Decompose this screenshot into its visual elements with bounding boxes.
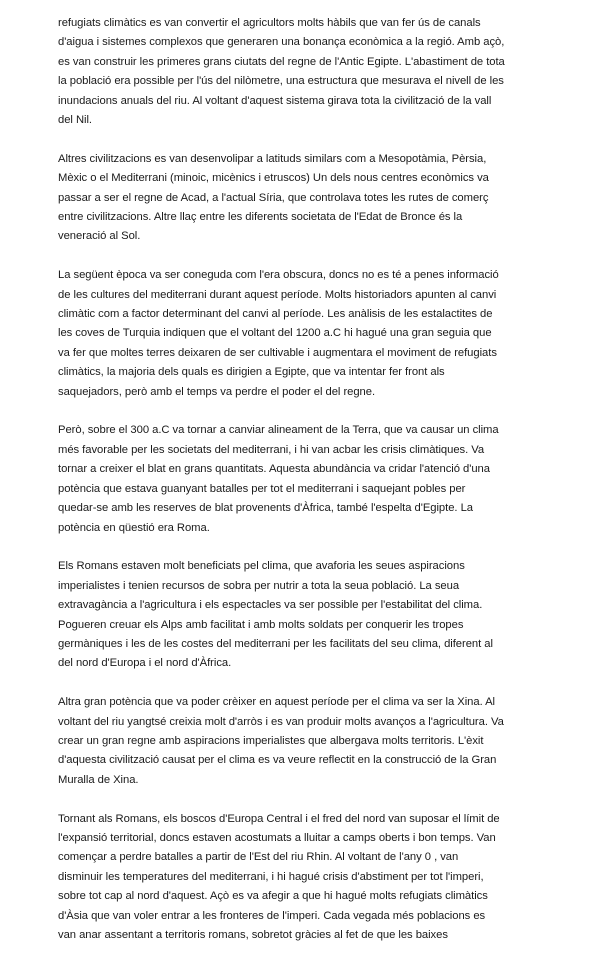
paragraph-dark-age: La següent època va ser coneguda com l'era obscura, doncs no es té a penes informació de les cultures del mediterrani durant aquest període. Molts historiadors apunten al canvi climàtic com a factor determinant del canvi al període. Les anàlisis de les estalactites de les coves de Turquia indiquen que el voltant del 1200 a.C hi hagué una gran seguia que va fer que moltes terres deixaren de ser cultivable i augmentara el moviment de refugiats climàtics, la majoria dels quals es dirigien a Egipte, que va intentar fer front als saquejadors, però amb el temps va perdre el poder el del regne. — [58, 269, 499, 398]
document-body — [58, 14, 553, 965]
paragraph-climate-change-300bc: Però, sobre el 300 a.C va tornar a canviar alineament de la Terra, que va causar un clima més favorable per les societats del mediterrani, i hi van acbar les crisis climàtiques. Va tornar a creixer el blat en grans quantitats. Aquesta abundància va cridar l'atenció d'una potència que estava guanyant batalles per tot el mediterrani i saquejant pobles per quedar-se amb les reserves de blat provenents d'Àfrica, també l'espelta d'Egipte. La potència en qüestió era Roma. — [58, 424, 499, 534]
paragraph-romans-climate: Els Romans estaven molt beneficiats pel clima, que avaforia les seues aspiracions imperialistes i tenien recursos de sobra per nutrir a tota la seua població. La seua extravagància a l'agricultura i els espectacles va ser possible per l'estabilitat del clima. Pogueren creuar els Alps amb facilitat i amb molts soldats per conquerir les tropes germàniques i les de les costes del mediterrani per les facilitats del seu clima, diferent al del nord d'Europa i el nord d'Àfrica. — [58, 560, 493, 670]
paragraph-other-civilizations: Altres civilitzacions es van desenvolipar a latituds similars com a Mesopotàmia, Pèrsia, Mèxic o el Mediterrani (minoic, micènics i etruscos) Un dels nous centres econòmics va passar a ser el regne de Acad, a l'actual Síria, que controlava totes les rutes de comerç entre civilitzacions. Altre llaç entre les diferents societata de l'Edat de Bronce és la veneració al Sol. — [58, 152, 489, 243]
paragraph-egypt-nile: refugiats climàtics es van convertir el agricultors molts hàbils que van fer ús de canals d'aigua i sistemes complexos que generaren una bonança econòmica a la regió. Amb açò, es van construir les primeres grans ciutats del regne de l'Antic Egipte. L'abastiment de tota la població era possible per l'ús del nilòmetre, una estructura que mesurava el nivell de les inundacions anuals del riu. Al voltant d'aquest sistema girava tota la civilització de la vall del Nil. — [58, 17, 505, 127]
paragraph-china: Altra gran potència que va poder crèixer en aquest període per el clima va ser la Xina. Al voltant del riu yangtsé creixia molt d'arròs i es van produir molts avanços a l'agricultura. Va crear un gran regne amb aspiracions imperialistes que albergava molts territoris. L'èxit d'aquesta civilització causat per el clima es va veure reflectit en la construcció de la Gran Muralla de Xina. — [58, 696, 504, 786]
paragraph-romans-decline: Tornant als Romans, els boscos d'Europa Central i el fred del nord van suposar el límit de l'expansió territorial, doncs estaven acostumats a lluitar a camps oberts i bon temps. Van començar a perdre batalles a partir de l'Est del riu Rhin. Al voltant de l'any 0 , van disminuir les temperatures del mediterrani, i hi hagué crisis d'abstiment per tot l'imperi, sobre tot cap al nord d'aquest. Açò es va afegir a que hi hagué molts refugiats climàtics d'Àsia que van voler entrar a les fronteres de l'imperi. Cada vegada més poblacions es van anar assentant a territoris romans, sobretot gràcies al fet de que les baixes — [58, 812, 500, 941]
